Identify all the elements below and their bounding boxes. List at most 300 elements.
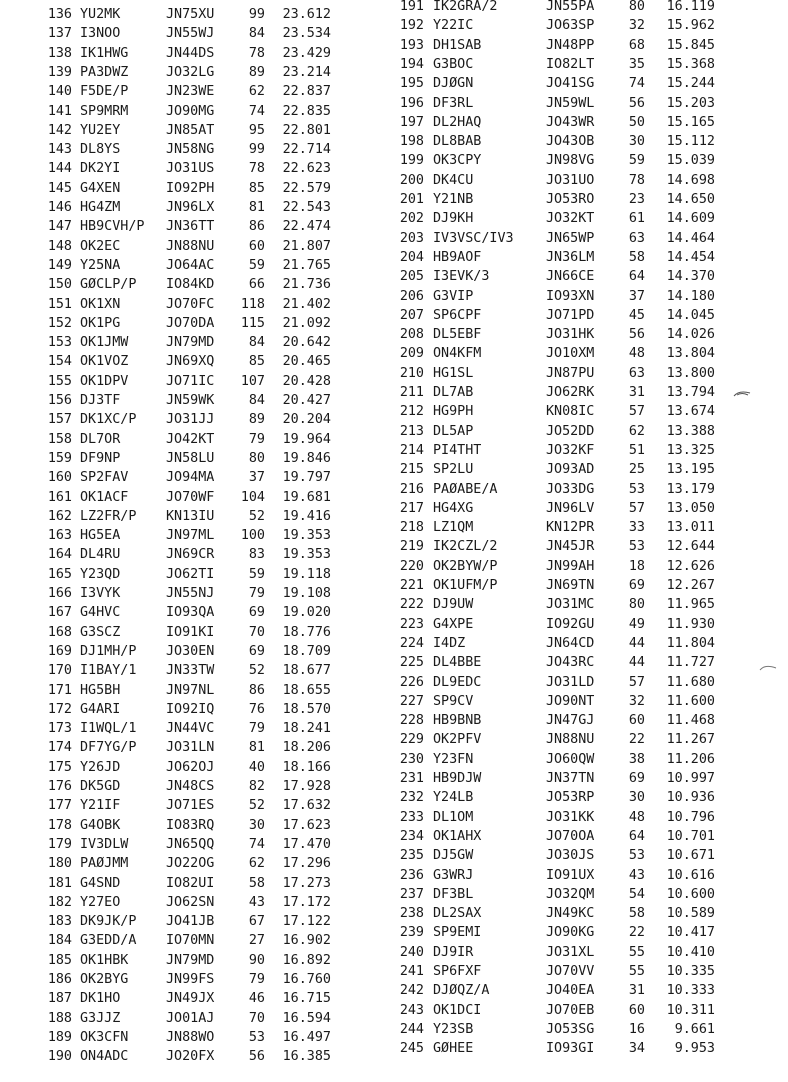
qso-count-cell: 84: [248, 393, 265, 408]
qso-count-cell: 67: [248, 914, 265, 930]
locator-cell: JN58NG: [166, 142, 215, 158]
table-row: [392, 904, 788, 924]
rank-cell: 149: [47, 257, 72, 273]
score-cell: 11.727: [666, 655, 715, 671]
callsign-cell: DK4CU: [433, 172, 474, 188]
callsign-cell: HG5BH: [80, 682, 121, 698]
table-row: [392, 923, 788, 943]
qso-count-cell: 62: [248, 856, 265, 872]
qso-count-cell: 74: [628, 76, 645, 92]
rank-cell: 204: [399, 249, 424, 265]
table-row: [0, 179, 390, 199]
qso-count-cell: 89: [248, 64, 265, 80]
table-row: [392, 518, 788, 538]
qso-count-cell: 48: [628, 346, 645, 362]
qso-count-cell: 63: [628, 365, 645, 381]
callsign-cell: Y23SB: [433, 1021, 474, 1037]
callsign-cell: OK1PG: [80, 315, 121, 331]
locator-cell: JO32QM: [546, 886, 595, 902]
locator-cell: IO93XN: [546, 288, 595, 304]
table-row: [392, 769, 788, 789]
score-cell: 21.765: [282, 257, 331, 273]
table-row: [0, 44, 390, 64]
locator-cell: JN47GJ: [546, 713, 595, 729]
table-row: [0, 198, 390, 218]
callsign-cell: DL2HAQ: [433, 114, 482, 130]
locator-cell: JO33DG: [546, 481, 595, 497]
qso-count-cell: 56: [628, 327, 645, 343]
callsign-cell: DL8YS: [80, 142, 121, 158]
callsign-cell: PAØABE/A: [433, 481, 498, 497]
rank-cell: 196: [399, 95, 424, 111]
callsign-cell: DL7OR: [80, 431, 121, 447]
callsign-cell: DK1XC/P: [80, 412, 137, 428]
qso-count-cell: 44: [628, 635, 645, 651]
qso-count-cell: 52: [248, 663, 265, 679]
callsign-cell: G3SCZ: [80, 624, 121, 640]
rank-cell: 240: [399, 944, 424, 960]
locator-cell: IO84KD: [166, 277, 215, 293]
callsign-cell: I3EVK/3: [433, 269, 490, 285]
score-cell: 14.026: [666, 327, 715, 343]
locator-cell: JN87PU: [546, 365, 595, 381]
qso-count-cell: 64: [628, 269, 645, 285]
table-row: [0, 275, 390, 295]
table-row: [392, 846, 788, 866]
callsign-cell: Y26JD: [80, 759, 121, 775]
table-row: [0, 989, 390, 1009]
score-cell: 11.965: [666, 597, 715, 613]
score-cell: 13.388: [666, 423, 715, 439]
qso-count-cell: 46: [248, 991, 265, 1007]
locator-cell: JN66CE: [546, 269, 595, 285]
qso-count-cell: 74: [248, 836, 265, 852]
score-cell: 12.267: [666, 578, 715, 593]
rank-cell: 239: [399, 925, 424, 941]
locator-cell: JO31HK: [546, 327, 595, 343]
locator-cell: JO62RK: [546, 385, 595, 400]
score-cell: 21.807: [282, 238, 331, 254]
rank-cell: 171: [47, 682, 72, 698]
table-row: [0, 256, 390, 276]
callsign-cell: OK3CFN: [80, 1029, 129, 1045]
callsign-cell: PA3DWZ: [80, 64, 129, 80]
callsign-cell: SP2LU: [433, 462, 474, 478]
locator-cell: JO90MG: [166, 103, 215, 119]
qso-count-cell: 118: [240, 296, 265, 312]
callsign-cell: GØCLP/P: [80, 277, 137, 293]
score-cell: 15.039: [666, 153, 715, 169]
table-row: [392, 595, 788, 615]
rank-cell: 178: [47, 817, 72, 833]
locator-cell: JN65WP: [546, 230, 595, 246]
score-cell: 19.118: [282, 566, 331, 582]
rank-cell: 140: [47, 84, 72, 100]
rank-cell: 137: [47, 26, 72, 42]
rank-cell: 184: [47, 933, 72, 949]
callsign-cell: OK1UFM/P: [433, 578, 498, 593]
rank-cell: 210: [399, 365, 424, 381]
rank-cell: 174: [47, 740, 72, 756]
score-cell: 17.632: [282, 798, 331, 814]
score-cell: 17.273: [282, 875, 331, 891]
table-row: [0, 5, 390, 25]
qso-count-cell: 52: [248, 798, 265, 814]
table-row: [392, 943, 788, 963]
qso-count-cell: 63: [628, 230, 645, 246]
score-cell: 16.892: [282, 952, 331, 968]
table-row: [392, 885, 788, 905]
locator-cell: JN88WO: [166, 1029, 215, 1045]
rank-cell: 151: [47, 296, 72, 312]
table-row: [0, 352, 390, 372]
callsign-cell: Y25NA: [80, 257, 121, 273]
rank-cell: 231: [399, 771, 424, 786]
qso-count-cell: 85: [248, 354, 265, 370]
locator-cell: JN48CS: [166, 779, 215, 794]
qso-count-cell: 100: [240, 528, 265, 544]
callsign-cell: DL4BBE: [433, 655, 482, 671]
rank-cell: 214: [399, 442, 424, 458]
table-row: [392, 267, 788, 287]
qso-count-cell: 80: [248, 450, 265, 466]
rank-cell: 230: [399, 751, 424, 767]
locator-cell: JN48PP: [546, 37, 595, 53]
qso-count-cell: 23: [628, 192, 645, 207]
qso-count-cell: 82: [248, 779, 265, 794]
locator-cell: JO70OA: [546, 828, 595, 844]
score-cell: 18.709: [282, 643, 331, 659]
callsign-cell: DK9JK/P: [80, 914, 137, 930]
locator-cell: JO70FC: [166, 296, 215, 312]
locator-cell: JN96LX: [166, 200, 215, 215]
rank-cell: 198: [399, 134, 424, 150]
rank-cell: 159: [47, 450, 72, 466]
locator-cell: JN45JR: [546, 539, 595, 555]
table-row: [392, 364, 788, 384]
locator-cell: JN49JX: [166, 991, 215, 1007]
locator-cell: IO83RQ: [166, 817, 215, 833]
table-row: [392, 248, 788, 268]
qso-count-cell: 86: [248, 219, 265, 235]
qso-count-cell: 43: [628, 867, 645, 883]
callsign-cell: HG1SL: [433, 365, 474, 381]
callsign-cell: F5DE/P: [80, 84, 129, 100]
table-row: [0, 854, 390, 874]
score-cell: 11.600: [666, 693, 715, 709]
rank-cell: 179: [47, 836, 72, 852]
locator-cell: JO41JB: [166, 914, 215, 930]
locator-cell: JO70WF: [166, 489, 215, 505]
score-cell: 10.589: [666, 906, 715, 922]
table-row: [0, 545, 390, 565]
score-cell: 15.368: [666, 56, 715, 72]
rank-cell: 136: [47, 7, 72, 22]
score-cell: 17.623: [282, 817, 331, 833]
score-cell: 10.410: [666, 944, 715, 960]
rank-cell: 238: [399, 906, 424, 922]
table-row: [392, 827, 788, 847]
table-row: [0, 410, 390, 430]
table-row: [0, 893, 390, 913]
table-row: [392, 537, 788, 557]
table-row: [392, 171, 788, 191]
callsign-cell: SP2FAV: [80, 470, 129, 486]
score-cell: 10.616: [666, 867, 715, 883]
callsign-cell: SP9EMI: [433, 925, 482, 941]
locator-cell: JO31US: [166, 161, 215, 177]
locator-cell: JO32KF: [546, 442, 595, 458]
qso-count-cell: 33: [628, 520, 645, 536]
rank-cell: 150: [47, 277, 72, 293]
score-cell: 18.677: [282, 663, 331, 679]
table-row: [0, 1047, 390, 1067]
table-row: [0, 102, 390, 122]
locator-cell: JN64CD: [546, 635, 595, 651]
callsign-cell: Y21NB: [433, 192, 474, 207]
locator-cell: JN88NU: [166, 238, 215, 254]
score-cell: 14.370: [666, 269, 715, 285]
score-cell: 22.543: [282, 200, 331, 215]
locator-cell: JO31MC: [546, 597, 595, 613]
callsign-cell: I3VYK: [80, 586, 121, 601]
score-cell: 9.953: [674, 1041, 715, 1057]
margin-tick-mark: [759, 664, 777, 672]
rank-cell: 177: [47, 798, 72, 814]
table-row: [392, 653, 788, 673]
locator-cell: JO31JJ: [166, 412, 215, 428]
score-cell: 14.650: [666, 192, 715, 207]
locator-cell: JO90KG: [546, 925, 595, 941]
rank-cell: 205: [399, 269, 424, 285]
score-cell: 23.214: [282, 64, 331, 80]
qso-count-cell: 84: [248, 26, 265, 42]
qso-count-cell: 99: [248, 7, 265, 22]
table-row: [392, 480, 788, 500]
score-cell: 13.195: [666, 462, 715, 478]
qso-count-cell: 57: [628, 500, 645, 516]
score-cell: 10.997: [666, 771, 715, 786]
callsign-cell: DJØQZ/A: [433, 983, 490, 999]
rank-cell: 144: [47, 161, 72, 177]
qso-count-cell: 60: [628, 1002, 645, 1018]
rank-cell: 187: [47, 991, 72, 1007]
qso-count-cell: 55: [628, 964, 645, 979]
locator-cell: JO63SP: [546, 18, 595, 34]
qso-count-cell: 115: [240, 315, 265, 331]
locator-cell: JO32LG: [166, 64, 215, 80]
table-row: [0, 140, 390, 160]
rank-cell: 211: [399, 385, 424, 400]
score-cell: 17.296: [282, 856, 331, 872]
locator-cell: JN55NJ: [166, 586, 215, 601]
margin-tick-mark: [733, 390, 751, 398]
rank-cell: 224: [399, 635, 424, 651]
score-cell: 19.797: [282, 470, 331, 486]
rank-cell: 189: [47, 1029, 72, 1045]
score-cell: 11.680: [666, 674, 715, 690]
rank-cell: 169: [47, 643, 72, 659]
callsign-cell: DF3RL: [433, 95, 474, 111]
qso-count-cell: 35: [628, 56, 645, 72]
qso-count-cell: 37: [628, 288, 645, 304]
rank-cell: 168: [47, 624, 72, 640]
table-row: [0, 449, 390, 469]
rank-cell: 241: [399, 964, 424, 979]
table-row: [0, 237, 390, 257]
callsign-cell: HB9DJW: [433, 771, 482, 786]
locator-cell: JO70EB: [546, 1002, 595, 1018]
table-row: [392, 1039, 788, 1059]
locator-cell: JN88NU: [546, 732, 595, 748]
table-row: [0, 372, 390, 392]
callsign-cell: OK1ACF: [80, 489, 129, 505]
table-row: [0, 507, 390, 527]
callsign-cell: DJ9IR: [433, 944, 474, 960]
locator-cell: JN55WJ: [166, 26, 215, 42]
locator-cell: JO53RP: [546, 790, 595, 806]
score-cell: 20.204: [282, 412, 331, 428]
rank-cell: 190: [47, 1049, 72, 1065]
locator-cell: JO43WR: [546, 114, 595, 130]
qso-count-cell: 53: [628, 848, 645, 864]
rank-cell: 165: [47, 566, 72, 582]
rank-cell: 139: [47, 64, 72, 80]
rank-cell: 244: [399, 1021, 424, 1037]
table-row: [0, 63, 390, 83]
locator-cell: JN65QQ: [166, 836, 215, 852]
table-row: [392, 422, 788, 442]
qso-count-cell: 58: [628, 249, 645, 265]
callsign-cell: I3NOO: [80, 26, 121, 42]
qso-count-cell: 107: [240, 373, 265, 389]
table-row: [392, 692, 788, 712]
locator-cell: JN23WE: [166, 84, 215, 100]
score-cell: 20.465: [282, 354, 331, 370]
score-cell: 10.671: [666, 848, 715, 864]
qso-count-cell: 22: [628, 732, 645, 748]
qso-count-cell: 80: [628, 0, 645, 14]
rank-cell: 218: [399, 520, 424, 536]
locator-cell: JN36TT: [166, 219, 215, 235]
qso-count-cell: 58: [628, 906, 645, 922]
rank-cell: 213: [399, 423, 424, 439]
callsign-cell: HG4ZM: [80, 200, 121, 215]
score-cell: 15.203: [666, 95, 715, 111]
qso-count-cell: 53: [628, 539, 645, 555]
rank-cell: 153: [47, 335, 72, 351]
table-row: [392, 750, 788, 770]
score-cell: 13.179: [666, 481, 715, 497]
rank-cell: 180: [47, 856, 72, 872]
locator-cell: JO64AC: [166, 257, 215, 273]
callsign-cell: DL5AP: [433, 423, 474, 439]
locator-cell: JO31KK: [546, 809, 595, 825]
qso-count-cell: 59: [248, 257, 265, 273]
callsign-cell: SP6FXF: [433, 964, 482, 979]
qso-count-cell: 32: [628, 18, 645, 34]
callsign-cell: DL1OM: [433, 809, 474, 825]
rank-cell: 170: [47, 663, 72, 679]
score-cell: 16.385: [282, 1049, 331, 1065]
score-cell: 14.698: [666, 172, 715, 188]
score-cell: 22.474: [282, 219, 331, 235]
score-cell: 15.244: [666, 76, 715, 92]
callsign-cell: HG9PH: [433, 404, 474, 420]
score-cell: 13.050: [666, 500, 715, 516]
score-cell: 14.045: [666, 307, 715, 323]
locator-cell: JO40EA: [546, 983, 595, 999]
callsign-cell: OK3CPY: [433, 153, 482, 169]
locator-cell: IO82LT: [546, 56, 595, 72]
rank-cell: 208: [399, 327, 424, 343]
locator-cell: JN97ML: [166, 528, 215, 544]
rank-cell: 186: [47, 972, 72, 987]
locator-cell: JN75XU: [166, 7, 215, 22]
score-cell: 19.353: [282, 528, 331, 544]
score-cell: 13.804: [666, 346, 715, 362]
qso-count-cell: 56: [248, 1049, 265, 1065]
table-row: [392, 132, 788, 152]
rank-cell: 229: [399, 732, 424, 748]
rank-cell: 235: [399, 848, 424, 864]
locator-cell: JO70VV: [546, 964, 595, 979]
rank-cell: 226: [399, 674, 424, 690]
callsign-cell: DF9NP: [80, 450, 121, 466]
locator-cell: JO71IC: [166, 373, 215, 389]
table-row: [0, 526, 390, 546]
table-row: [0, 681, 390, 701]
score-cell: 13.794: [666, 385, 715, 400]
score-cell: 22.801: [282, 122, 331, 138]
locator-cell: IO91UX: [546, 867, 595, 883]
callsign-cell: DJØGN: [433, 76, 474, 92]
qso-count-cell: 53: [628, 481, 645, 497]
callsign-cell: YU2EY: [80, 122, 121, 138]
score-cell: 19.416: [282, 508, 331, 524]
rank-cell: 215: [399, 462, 424, 478]
locator-cell: IO93GI: [546, 1041, 595, 1057]
qso-count-cell: 89: [248, 412, 265, 428]
score-cell: 10.936: [666, 790, 715, 806]
rank-cell: 219: [399, 539, 424, 555]
locator-cell: JO52DD: [546, 423, 595, 439]
score-cell: 10.417: [666, 925, 715, 941]
locator-cell: JN96LV: [546, 500, 595, 516]
table-row: [0, 333, 390, 353]
rank-cell: 243: [399, 1002, 424, 1018]
locator-cell: JN59WL: [546, 95, 595, 111]
rank-cell: 142: [47, 122, 72, 138]
rank-cell: 201: [399, 192, 424, 207]
locator-cell: IO92PH: [166, 180, 215, 196]
table-row: [0, 468, 390, 488]
qso-count-cell: 44: [628, 655, 645, 671]
qso-count-cell: 37: [248, 470, 265, 486]
score-cell: 10.701: [666, 828, 715, 844]
qso-count-cell: 50: [628, 114, 645, 130]
qso-count-cell: 69: [248, 643, 265, 659]
table-row: [392, 962, 788, 982]
rank-cell: 161: [47, 489, 72, 505]
qso-count-cell: 31: [628, 385, 645, 400]
score-cell: 14.180: [666, 288, 715, 304]
locator-cell: JN79MD: [166, 952, 215, 968]
qso-count-cell: 69: [248, 605, 265, 621]
rank-cell: 200: [399, 172, 424, 188]
score-cell: 10.333: [666, 983, 715, 999]
callsign-cell: ON4ADC: [80, 1049, 129, 1065]
